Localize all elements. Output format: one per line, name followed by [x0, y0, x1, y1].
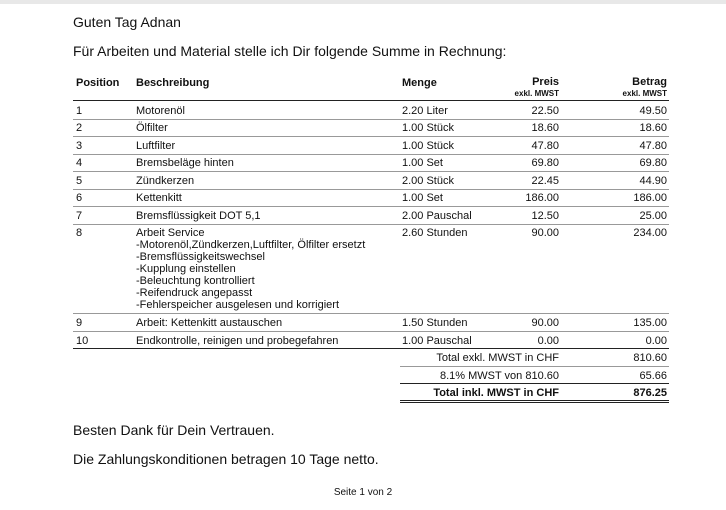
row-quantity: 2.60 Stunden — [402, 227, 468, 239]
row-price: 22.50 — [531, 105, 559, 117]
row-position: 2 — [76, 122, 83, 134]
header-amount — [623, 77, 667, 99]
header-amount-sub: exkl. MWST — [622, 89, 667, 98]
row-amount: 25.00 — [639, 210, 667, 222]
gross-underline — [400, 400, 669, 401]
row-position: 3 — [76, 140, 83, 152]
payment-terms: Die Zahlungskonditionen betragen 10 Tage netto. — [73, 451, 379, 467]
row-amount: 234.00 — [633, 227, 667, 239]
row-quantity: 2.20 Liter — [402, 105, 448, 117]
header-position: Position — [76, 77, 120, 89]
row-description — [136, 227, 365, 311]
row-divider — [73, 189, 669, 190]
row-position: 4 — [76, 157, 83, 169]
row-price: 22.45 — [531, 175, 559, 187]
row-description: Endkontrolle, reinigen und probegefahren — [136, 335, 339, 347]
header-price — [515, 77, 559, 99]
row-amount: 47.80 — [639, 140, 667, 152]
intro-text: Für Arbeiten und Material stelle ich Dir folgende Summe in Rechnung: — [73, 43, 507, 59]
row-price: 90.00 — [531, 227, 559, 239]
greeting: Guten Tag Adnan — [73, 14, 181, 30]
row-divider — [73, 154, 669, 155]
description-line: Arbeit Service — [136, 227, 205, 239]
row-position: 10 — [76, 335, 89, 347]
description-line: -Kupplung einstellen — [136, 263, 236, 275]
gross-total-value: 876.25 — [633, 387, 667, 399]
row-position: 8 — [76, 227, 83, 239]
row-divider — [73, 331, 669, 332]
header-amount-label: Betrag — [632, 76, 667, 88]
totals-divider — [400, 383, 669, 384]
row-position: 9 — [76, 317, 83, 329]
header-quantity: Menge — [402, 77, 437, 89]
row-quantity: 2.00 Stück — [402, 175, 454, 187]
row-price: 90.00 — [531, 317, 559, 329]
row-description: Motorenöl — [136, 105, 185, 117]
row-position: 1 — [76, 105, 83, 117]
row-description: Bremsbeläge hinten — [136, 157, 234, 169]
row-price: 69.80 — [531, 157, 559, 169]
page-top-edge — [0, 0, 726, 4]
row-price: 18.60 — [531, 122, 559, 134]
row-description: Arbeit: Kettenkitt austauschen — [136, 317, 283, 329]
description-line: -Beleuchtung kontrolliert — [136, 275, 255, 287]
row-position: 5 — [76, 175, 83, 187]
row-divider — [73, 313, 669, 314]
header-description: Beschreibung — [136, 77, 210, 89]
row-amount: 18.60 — [639, 122, 667, 134]
row-divider — [73, 224, 669, 225]
row-quantity: 1.00 Set — [402, 157, 443, 169]
row-amount: 0.00 — [645, 335, 667, 347]
table-bottom-rule — [73, 348, 669, 349]
net-total-label: Total exkl. MWST in CHF — [436, 352, 559, 364]
header-rule — [73, 100, 669, 101]
row-price: 12.50 — [531, 210, 559, 222]
row-quantity: 1.50 Stunden — [402, 317, 468, 329]
header-price-sub: exkl. MWST — [514, 89, 559, 98]
row-divider — [73, 206, 669, 207]
description-line: -Reifendruck angepasst — [136, 287, 253, 299]
row-amount: 135.00 — [633, 317, 667, 329]
vat-value: 65.66 — [639, 370, 667, 382]
row-amount: 69.80 — [639, 157, 667, 169]
row-position: 7 — [76, 210, 83, 222]
row-description: Bremsflüssigkeit DOT 5,1 — [136, 210, 261, 222]
header-price-label: Preis — [532, 76, 559, 88]
description-line: -Motorenöl,Zündkerzen,Luftfilter, Ölfilter ersetzt — [136, 239, 366, 251]
row-price: 0.00 — [537, 335, 559, 347]
row-price: 47.80 — [531, 140, 559, 152]
totals-divider — [400, 366, 669, 367]
net-total-value: 810.60 — [633, 352, 667, 364]
gross-total-label: Total inkl. MWST in CHF — [433, 387, 559, 399]
gross-double-underline — [400, 402, 669, 403]
row-divider — [73, 171, 669, 172]
row-divider — [73, 136, 669, 137]
description-line: -Bremsflüssigkeitswechsel — [136, 251, 265, 263]
row-quantity: 2.00 Pauschal — [402, 210, 472, 222]
row-quantity: 1.00 Stück — [402, 122, 454, 134]
row-description: Zündkerzen — [136, 175, 195, 187]
row-position: 6 — [76, 192, 83, 204]
page-number: Seite 1 von 2 — [333, 487, 393, 498]
row-amount: 186.00 — [633, 192, 667, 204]
vat-label: 8.1% MWST von 810.60 — [439, 370, 559, 382]
row-quantity: 1.00 Stück — [402, 140, 454, 152]
closing-text: Besten Dank für Dein Vertrauen. — [73, 422, 275, 438]
row-description: Luftfilter — [136, 140, 176, 152]
row-amount: 49.50 — [639, 105, 667, 117]
row-quantity: 1.00 Pauschal — [402, 335, 472, 347]
row-amount: 44.90 — [639, 175, 667, 187]
row-price: 186.00 — [525, 192, 559, 204]
row-description: Kettenkitt — [136, 192, 182, 204]
row-description: Ölfilter — [136, 122, 168, 134]
row-quantity: 1.00 Set — [402, 192, 443, 204]
description-line: -Fehlerspeicher ausgelesen und korrigiert — [136, 299, 339, 311]
row-divider — [73, 119, 669, 120]
